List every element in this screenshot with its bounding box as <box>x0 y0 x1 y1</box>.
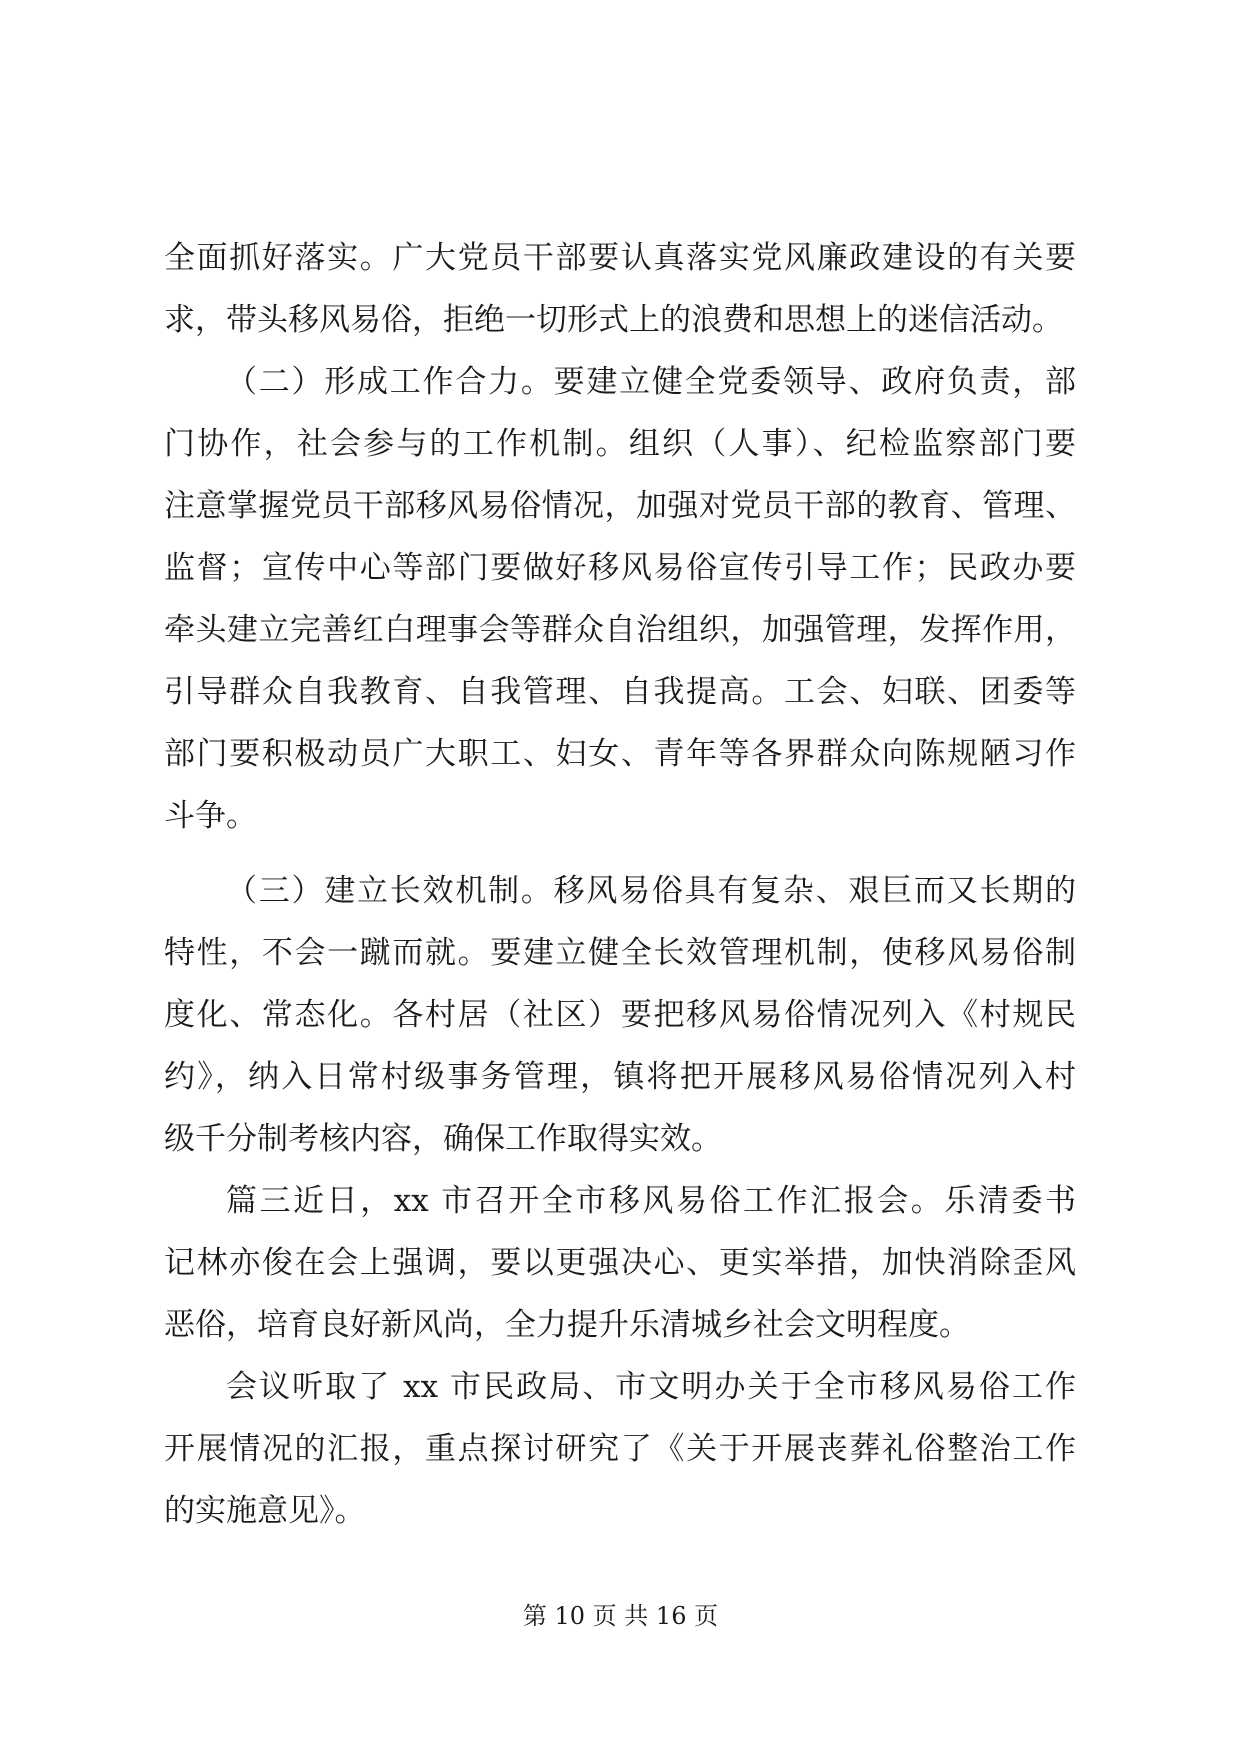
text-line: 部门要积极动员广大职工、妇女、青年等各界群众向陈规陋习作 <box>164 736 1076 772</box>
document-body <box>164 227 1076 1542</box>
text-line: 求，带头移风易俗，拒绝一切形式上的浪费和思想上的迷信活动。 <box>164 302 1063 338</box>
text-line: 记林亦俊在会上强调，要以更强决心、更实举措，加快消除歪风 <box>164 1245 1076 1281</box>
text-line: 牵头建立完善红白理事会等群众自治组织，加强管理，发挥作用， <box>164 612 1076 648</box>
text-line: 度化、常态化。各村居（社区）要把移风易俗情况列入《村规民 <box>164 997 1076 1033</box>
text-line: 引导群众自我教育、自我管理、自我提高。工会、妇联、团委等 <box>164 674 1076 710</box>
text-line: 全面抓好落实。广大党员干部要认真落实党风廉政建设的有关要 <box>164 240 1076 276</box>
text-line: 级千分制考核内容，确保工作取得实效。 <box>164 1121 722 1157</box>
text-line: 约》，纳入日常村级事务管理，镇将把开展移风易俗情况列入村 <box>164 1059 1076 1095</box>
text-line: 注意掌握党员干部移风易俗情况，加强对党员干部的教育、管理、 <box>164 488 1076 524</box>
text-line: 开展情况的汇报，重点探讨研究了《关于开展丧葬礼俗整治工作 <box>164 1431 1076 1467</box>
text-line: 的实施意见》。 <box>164 1493 366 1529</box>
page-number-footer: 第 10 页 共 16 页 <box>522 1602 719 1630</box>
paragraph-start-line: 会议听取了 xx 市民政局、市文明办关于全市移风易俗工作 <box>226 1369 1076 1405</box>
text-line: 特性，不会一蹴而就。要建立健全长效管理机制，使移风易俗制 <box>164 935 1076 971</box>
paragraph-start-line: （二）形成工作合力。要建立健全党委领导、政府负责，部 <box>226 364 1076 400</box>
text-line: 监督；宣传中心等部门要做好移风易俗宣传引导工作；民政办要 <box>164 550 1076 586</box>
paragraph-start-line: （三）建立长效机制。移风易俗具有复杂、艰巨而又长期的 <box>226 873 1076 909</box>
text-line: 门协作，社会参与的工作机制。组织（人事）、纪检监察部门要 <box>164 426 1076 462</box>
text-line: 恶俗，培育良好新风尚，全力提升乐清城乡社会文明程度。 <box>164 1307 970 1343</box>
paragraph-start-line: 篇三近日，xx 市召开全市移风易俗工作汇报会。乐清委书 <box>226 1183 1076 1219</box>
text-line: 斗争。 <box>164 798 257 834</box>
